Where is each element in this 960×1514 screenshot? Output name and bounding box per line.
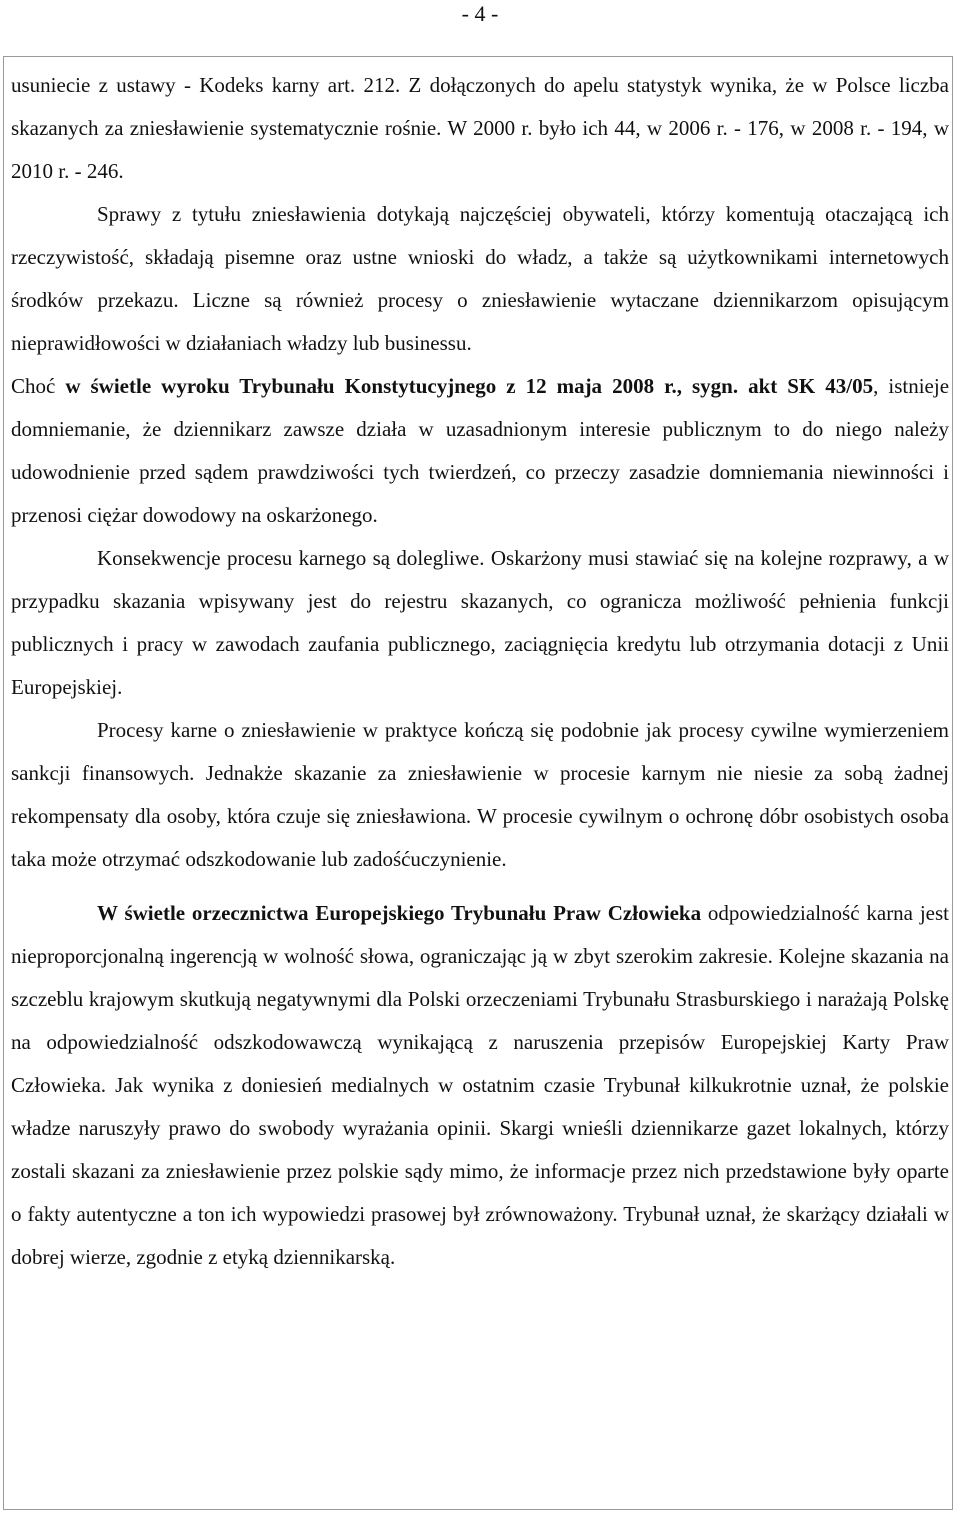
document-body [11,64,949,1279]
paragraph-3-end: , istnieje domniemanie, że dziennikarz zawsze działa w uzasadnionym interesie publicznym to do niego należy udowodnienie przed sądem prawdziwości tych twierdzeń, co przeczy zasadzie domniemania niewinności i przenosi ciężar dowodowy na oskarżonego. [11,374,950,527]
paragraph-2: Sprawy z tytułu zniesławienia dotykają najczęściej obywateli, którzy komentują otaczającą ich rzeczywistość, składają pisemne oraz ustne wnioski do władz, a także są użytkownikami internetowych środków przekazu. Liczne są również procesy o zniesławienie wytaczane dziennikarzom opisującym nieprawidłowości w działaniach władzy lub businessu. [11,202,949,355]
paragraph-6 [11,892,949,1279]
paragraph-3 [11,365,949,537]
page-number: - 4 - [461,1,499,26]
paragraph-5: Procesy karne o zniesławienie w praktyce kończą się podobnie jak procesy cywilne wymierzeniem sankcji finansowych. Jednakże skazanie za zniesławienie w procesie karnym nie niesie za sobą żadnej rekompensaty dla osoby, która czuje się zniesławiona. W procesie cywilnym o ochronę dóbr osobistych osoba taka może otrzymać odszkodowanie lub zadośćuczynienie. [11,718,949,871]
paragraph-4: Konsekwencje procesu karnego są dolegliwe. Oskarżony musi stawiać się na kolejne rozprawy, a w przypadku skazania wpisywany jest do rejestru skazanych, co ogranicza możliwość pełnienia funkcji publicznych i pracy w zawodach zaufania publicznego, zaciągnięcia kredytu lub otrzymania dotacji z Unii Europejskiej. [11,546,949,699]
paragraph-3-start: Choć [11,374,66,398]
paragraph-1: usuniecie z ustawy - Kodeks karny art. 212. Z dołączonych do apelu statystyk wynika, że w Polsce liczba skazanych za zniesławienie systematycznie rośnie. W 2000 r. było ich 44, w 2006 r. - 176, w 2008 r. - 194, w 2010 r. - 246. [11,73,949,183]
paragraph-6-heading: W świetle orzecznictwa Europejskiego Trybunału Praw Człowieka [97,901,702,925]
paragraph-3-citation: w świetle wyroku Trybunału Konstytucyjnego z 12 maja 2008 r., sygn. akt SK 43/05 [65,374,874,398]
paragraph-6-rest: odpowiedzialność karna jest nieproporcjonalną ingerencją w wolność słowa, ograniczając ją w zbyt szerokim zakresie. Kolejne skazania na szczeblu krajowym skutkują negatywnymi dla Polski orzeczeniami Trybunału Strasburskiego i narażają Polskę na odpowiedzialność odszkodowawczą wynikającą z naruszenia przepisów Europejskiej Karty Praw Człowieka. Jak wynika z doniesień medialnych w ostatnim czasie Trybunał kilkukrotnie uznał, że polskie władze naruszyły prawo do swobody wyrażania opinii. Skargi wnieśli dziennikarze gazet lokalnych, którzy zostali skazani za zniesławienie przez polskie sądy mimo, że informacje przez nich przedstawione były oparte o fakty autentyczne a ton ich wypowiedzi prasowej był zrównoważony. Trybunał uznał, że skarżący działali w dobrej wierze, zgodnie z etyką dziennikarską. [11,901,950,1269]
